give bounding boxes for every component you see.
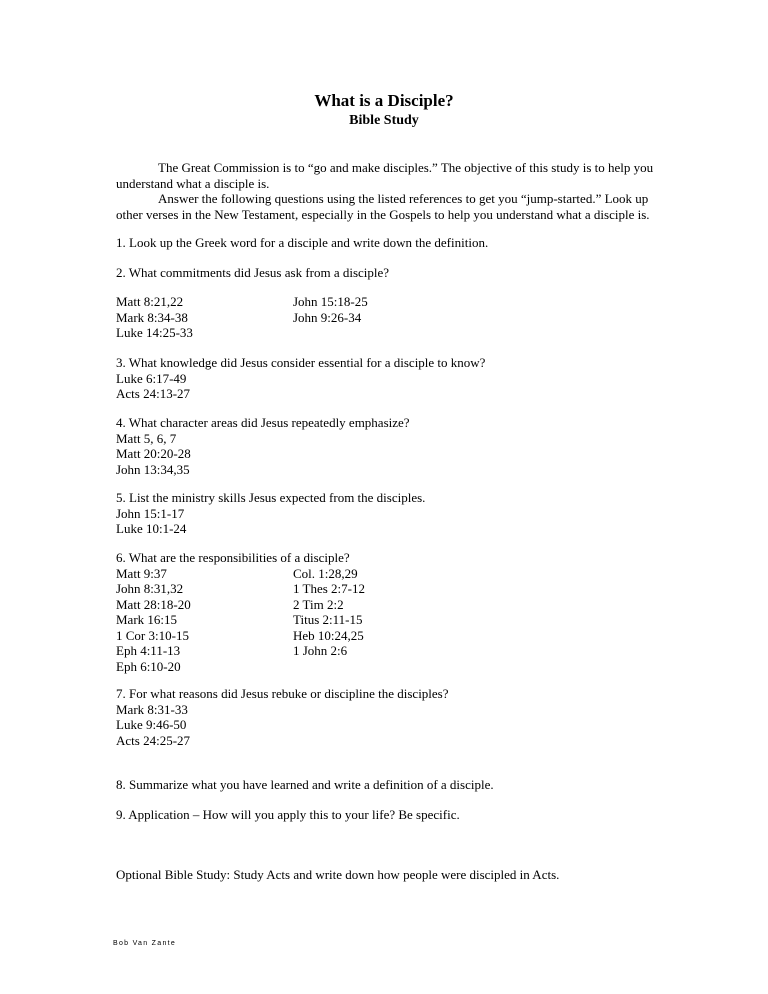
reference: Luke 14:25-33: [116, 325, 193, 340]
reference: Titus 2:11-15: [293, 612, 363, 627]
question-4-block: [116, 415, 410, 477]
footer-author: Bob Van Zante: [113, 940, 177, 947]
q6-refs-right: [293, 566, 365, 659]
reference: Heb 10:24,25: [293, 627, 364, 643]
question-5-block: [116, 490, 425, 537]
intro-paragraph-2: [116, 191, 650, 222]
reference: Mark 8:34-38: [116, 309, 188, 325]
reference: John 9:26-34: [293, 309, 362, 325]
reference: Luke 9:46-50: [116, 717, 187, 732]
question-5: 5. List the ministry skills Jesus expected from the disciples.: [116, 490, 426, 505]
question-3: 3. What knowledge did Jesus consider essential for a disciple to know?: [116, 355, 486, 370]
question-2: 2. What commitments did Jesus ask from a disciple?: [116, 265, 390, 280]
page-title: What is a Disciple?: [314, 91, 454, 110]
reference: 1 Thes 2:7-12: [293, 581, 365, 596]
reference: Matt 28:18-20: [116, 596, 191, 612]
reference: John 13:34,35: [116, 461, 190, 477]
question-9: 9. Application – How will you apply this to your life? Be specific.: [116, 807, 460, 822]
reference: Luke 6:17-49: [116, 370, 187, 386]
reference: Col. 1:28,29: [293, 565, 358, 581]
q2-refs-right: [293, 294, 368, 325]
reference: Matt 5, 6, 7: [116, 430, 177, 446]
question-1: 1. Look up the Greek word for a disciple and write down the definition.: [116, 235, 489, 250]
reference: Eph 6:10-20: [116, 658, 181, 674]
intro-p1-line1: The Great Commission is to “go and make disciples.” The objective of this study is to help you: [158, 160, 654, 175]
question-4: 4. What character areas did Jesus repeatedly emphasize?: [116, 415, 410, 430]
intro-paragraph-1: [116, 160, 653, 191]
reference: Matt 20:20-28: [116, 446, 191, 461]
question-7-block: [116, 686, 449, 748]
question-7: 7. For what reasons did Jesus rebuke or discipline the disciples?: [116, 686, 449, 701]
reference: Matt 9:37: [116, 565, 167, 581]
reference: Acts 24:13-27: [116, 386, 191, 401]
q6-refs-left: [116, 566, 191, 675]
reference: John 8:31,32: [116, 581, 184, 596]
intro-p1-line2: understand what a disciple is.: [116, 175, 270, 191]
reference: John 15:1-17: [116, 505, 185, 521]
q2-refs-left: [116, 294, 193, 341]
question-6: 6. What are the responsibilities of a disciple?: [116, 550, 350, 565]
optional-study: Optional Bible Study: Study Acts and write down how people were discipled in Acts.: [116, 867, 560, 882]
reference: 2 Tim 2:2: [293, 596, 344, 612]
reference: Acts 24:25-27: [116, 732, 191, 748]
reference: Matt 8:21,22: [116, 294, 184, 309]
reference: Luke 10:1-24: [116, 521, 187, 536]
reference: 1 Cor 3:10-15: [116, 627, 189, 643]
reference: John 15:18-25: [293, 294, 368, 309]
reference: Mark 8:31-33: [116, 701, 188, 717]
question-8: 8. Summarize what you have learned and write a definition of a disciple.: [116, 777, 494, 792]
reference: Eph 4:11-13: [116, 643, 181, 658]
intro-p2-line2: other verses in the New Testament, especially in the Gospels to help you understand what a disciple is.: [116, 206, 650, 222]
reference: 1 John 2:6: [293, 643, 348, 658]
page-subtitle: Bible Study: [349, 113, 419, 128]
question-3-block: [116, 355, 485, 402]
intro-p2-line1: Answer the following questions using the listed references to get you “jump-started.” Look up: [158, 191, 649, 206]
reference: Mark 16:15: [116, 612, 178, 627]
